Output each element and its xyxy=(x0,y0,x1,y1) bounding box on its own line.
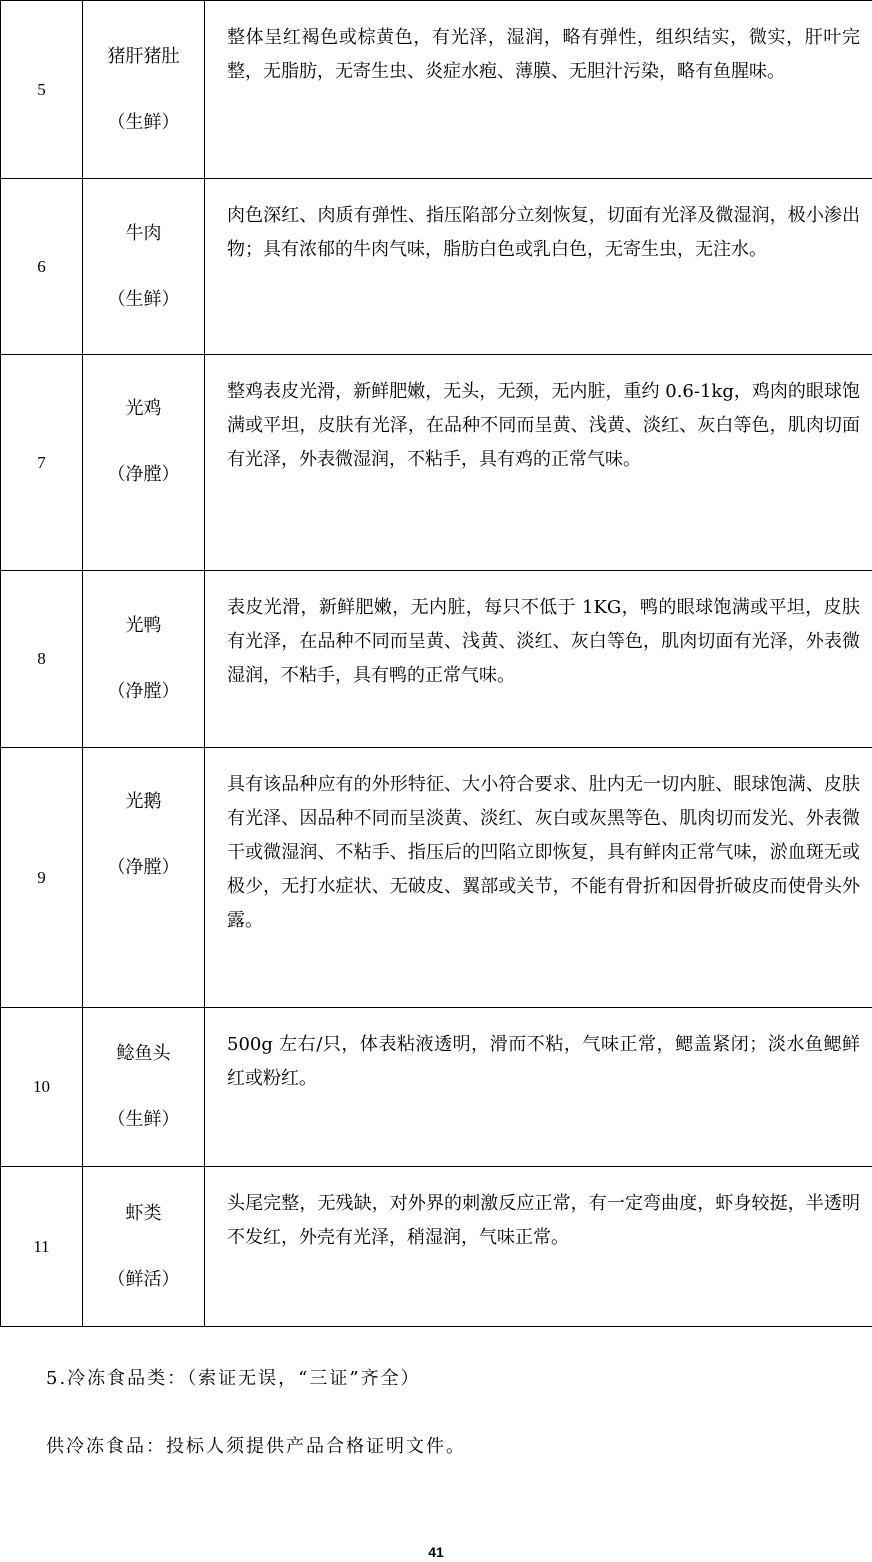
product-name: 鲶鱼头 xyxy=(116,1043,171,1064)
product-cell xyxy=(83,1008,205,1167)
product-cell xyxy=(83,355,205,571)
row-number: 8 xyxy=(1,571,83,748)
product-name: 光鸡 xyxy=(125,398,162,419)
product-name: 光鸭 xyxy=(125,615,162,636)
product-name: 虾类 xyxy=(125,1202,162,1224)
row-number: 9 xyxy=(1,748,83,1008)
product-type: （净膛） xyxy=(107,857,180,878)
table-row xyxy=(1,179,872,355)
product-type: （净膛） xyxy=(107,681,180,702)
product-type: （生鲜） xyxy=(107,288,180,310)
product-description: 具有该品种应有的外形特征、大小符合要求、肚内无一切内脏、眼球饱满、皮肤有光泽、因品种不同而呈淡黄、淡红、灰白或灰黑等色、肌肉切而发光、外表微干或微湿润、不粘手、指压后的凹陷立即恢复，具有鲜肉正常气味，淤血斑无或极少，无打水症状、无破皮、翼部或关节，不能有骨折和因骨折破皮而使骨头外露。 xyxy=(205,748,872,1008)
product-name: 猪肝猪肚 xyxy=(107,45,180,67)
product-description: 头尾完整，无残缺，对外界的刺激反应正常，有一定弯曲度，虾身较挺，半透明不发红，外壳有光泽，稍湿润，气味正常。 xyxy=(205,1167,872,1327)
row-number: 11 xyxy=(1,1167,83,1327)
product-description: 整鸡表皮光滑，新鲜肥嫩，无头，无颈，无内脏，重约 0.6-1kg，鸡肉的眼球饱满或平坦，皮肤有光泽，在品种不同而呈黄、浅黄、淡红、灰白等色，肌肉切面有光泽，外表微湿润，不粘手，具有鸡的正常气味。 xyxy=(205,355,872,571)
product-cell xyxy=(83,179,205,355)
table-row xyxy=(1,1,872,179)
product-cell xyxy=(83,1,205,179)
row-number: 5 xyxy=(1,1,83,179)
product-type: （鲜活） xyxy=(107,1268,180,1290)
product-cell xyxy=(83,571,205,748)
table-row xyxy=(1,1008,872,1167)
product-description: 500g 左右/只，体表粘液透明，滑而不粘，气味正常，鳃盖紧闭；淡水鱼鳃鲜红或粉红。 xyxy=(205,1008,872,1167)
table-row xyxy=(1,571,872,748)
row-number: 7 xyxy=(1,355,83,571)
table-row xyxy=(1,355,872,571)
frozen-food-requirement: 供冷冻食品：投标人须提供产品合格证明文件。 xyxy=(46,1436,466,1457)
product-description: 整体呈红褐色或棕黄色，有光泽，湿润，略有弹性，组织结实，微实，肝叶完整，无脂肪，无寄生虫、炎症水疱、薄膜、无胆汁污染，略有鱼腥味。 xyxy=(205,1,872,179)
frozen-food-heading: 5.冷冻食品类：（索证无误，“三证”齐全） xyxy=(46,1368,421,1389)
product-type: （净膛） xyxy=(107,464,180,485)
product-name: 牛肉 xyxy=(125,222,162,244)
product-description: 肉色深红、肉质有弹性、指压陷部分立刻恢复，切面有光泽及微湿润，极小渗出物；具有浓郁的牛肉气味，脂肪白色或乳白色，无寄生虫，无注水。 xyxy=(205,179,872,355)
row-number: 6 xyxy=(1,179,83,355)
row-number: 10 xyxy=(1,1008,83,1167)
product-cell xyxy=(83,1167,205,1327)
product-description: 表皮光滑，新鲜肥嫩，无内脏，每只不低于 1KG，鸭的眼球饱满或平坦，皮肤有光泽，在品种不同而呈黄、浅黄、淡红、灰白等色，肌肉切面有光泽，外表微湿润，不粘手，具有鸭的正常气味。 xyxy=(205,571,872,748)
product-type: （生鲜） xyxy=(107,111,180,133)
product-cell xyxy=(83,748,205,1008)
table-row xyxy=(1,748,872,1008)
product-type: （生鲜） xyxy=(107,1109,180,1130)
page-number: 41 xyxy=(428,1544,444,1560)
table-row xyxy=(1,1167,872,1327)
product-name: 光鹅 xyxy=(125,791,162,812)
